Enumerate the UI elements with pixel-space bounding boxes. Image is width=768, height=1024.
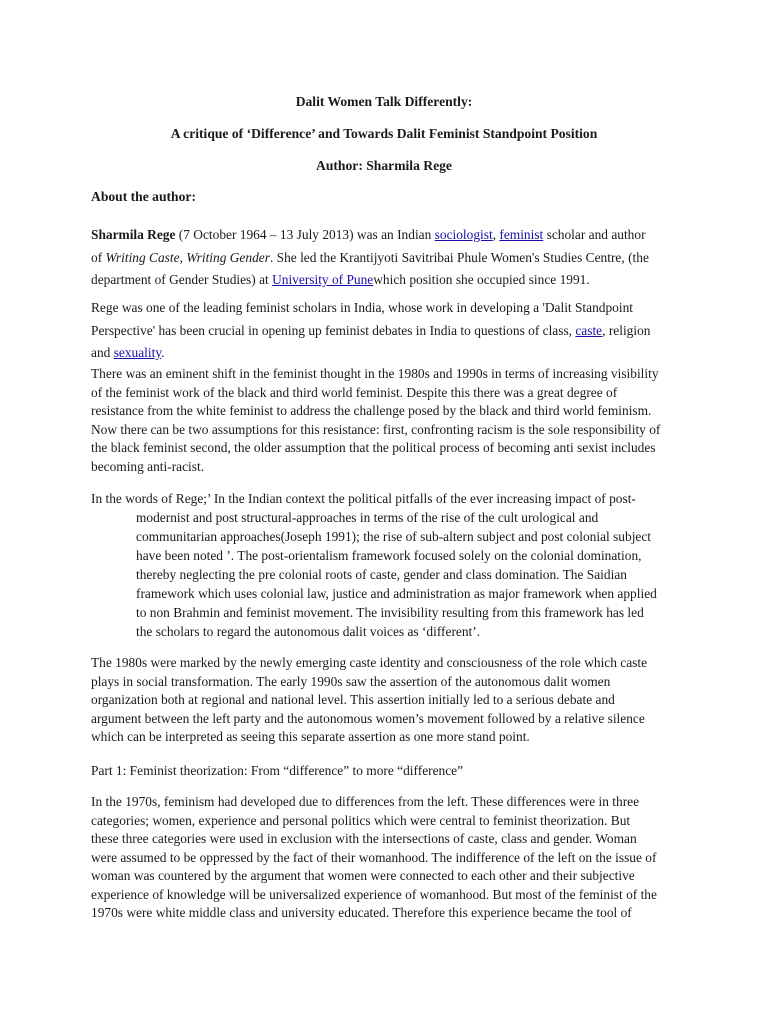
- text-line: organization both at regional and national level. This assertion initially led to a serious debate and: [91, 692, 615, 707]
- rege-line-1: Rege was one of the leading feminist scholars in India, whose work in developing a 'Dalit Standpoint: [91, 300, 634, 315]
- bio-line-3: [91, 269, 686, 292]
- quote-line: thereby neglecting the pre colonial roots of caste, gender and class domination. The Saidian: [136, 567, 627, 582]
- text-line: the black feminist second, the older assumption that the political process of becoming anti sexist includes: [91, 440, 656, 455]
- quote-line: the scholars to regard the autonomous dalit voices as ‘different’.: [136, 624, 481, 639]
- author-line: Author: Sharmila Rege: [316, 158, 452, 173]
- quote-line: framework which uses colonial law, justice and administration as major framework when applied: [136, 586, 657, 601]
- text-line: categories; women, experience and personal politics which were central to feminist theorization. But: [91, 812, 631, 828]
- book-title: Writing Caste, Writing Gender: [105, 249, 270, 265]
- quote-line: communitarian approaches(Joseph 1991); the rise of sub-altern subject and post colonial subject: [136, 529, 652, 544]
- eighties-paragraph: [91, 654, 686, 747]
- text-line: these three categories were used in exclusion with the intersections of caste, class and gender. Woman: [91, 831, 637, 846]
- bio-dates: (7 October 1964 – 13 July 2013) was an Indian: [175, 227, 435, 242]
- bio-line-2: [91, 247, 686, 270]
- university-link[interactable]: University of Pune: [272, 272, 374, 287]
- rege-text: .: [161, 345, 165, 360]
- text-line: plays in social transformation. The early 1990s saw the assertion of the autonomous dalit women: [91, 673, 611, 689]
- text-line: becoming anti-racist.: [91, 458, 205, 474]
- seventies-paragraph: [91, 793, 686, 923]
- text-line: were assumed to be oppressed by the fact of their womanhood. The indifference of the left on the issue of: [91, 849, 657, 865]
- about-heading: About the author:: [91, 189, 196, 204]
- rege-line-3: [91, 342, 686, 365]
- bio-paragraph: [91, 224, 686, 292]
- rege-text: , religion: [602, 322, 651, 338]
- quote-first-line: In the words of Rege;’ In the Indian context the political pitfalls of the ever increasing impact of post-: [91, 491, 636, 506]
- shift-paragraph: [91, 365, 686, 476]
- feminist-link[interactable]: feminist: [499, 227, 544, 242]
- rege-line-2: [91, 320, 686, 343]
- text-line: experience of knowledge will be universalized experience of womanhood. But most of the feminist of the: [91, 886, 657, 902]
- bio-text: which position she occupied since 1991.: [373, 272, 590, 287]
- sexuality-link[interactable]: sexuality: [113, 345, 162, 360]
- bio-line-1: [91, 224, 686, 247]
- document-title: Dalit Women Talk Differently:: [295, 94, 473, 109]
- text-line: argument between the left party and the autonomous women’s movement followed by a relative silence: [91, 710, 645, 726]
- text-line: There was an eminent shift in the feminist thought in the 1980s and 1990s in terms of increasing visibility: [91, 366, 659, 381]
- bio-text: of: [91, 249, 106, 265]
- part1-heading: Part 1: Feminist theorization: From “difference” to more “difference”: [91, 763, 464, 778]
- rege-text: Perspective' has been crucial in opening up feminist debates in India to questions of class,: [91, 322, 576, 338]
- text-line: woman was countered by the argument that women were connected to each other and their subjective: [91, 868, 635, 883]
- quote-block: [136, 508, 657, 641]
- quote-line: to non Brahmin and feminist movement. The invisibility resulting from this framework has led: [136, 605, 644, 620]
- bio-comma: ,: [492, 227, 500, 242]
- sociologist-link[interactable]: sociologist: [434, 227, 493, 242]
- bio-text: scholar and author: [543, 227, 646, 242]
- caste-link[interactable]: caste: [575, 322, 603, 338]
- text-line: Now there can be two assumptions for this resistance: first, confronting racism is the sole responsibility of: [91, 421, 661, 437]
- document-subtitle: A critique of ‘Difference’ and Towards Dalit Feminist Standpoint Position: [170, 126, 598, 141]
- quote-line: have been noted ’. The post-orientalism framework focused solely on the colonial domination,: [136, 548, 642, 563]
- author-name: Sharmila Rege: [91, 227, 176, 242]
- rege-text: and: [91, 345, 114, 360]
- text-line: of the feminist work of the black and third world feminist. Despite this there was a great degree of: [91, 384, 618, 400]
- text-line: The 1980s were marked by the newly emerging caste identity and consciousness of the role which caste: [91, 655, 648, 670]
- quote-line: modernist and post structural-approaches in terms of the rise of the cult urological and: [136, 510, 599, 525]
- text-line: In the 1970s, feminism had developed due to differences from the left. These differences were in three: [91, 794, 640, 809]
- rege-paragraph: [91, 297, 686, 365]
- text-line: which can be interpreted as seeing this separate assertion as one more stand point.: [91, 729, 530, 744]
- bio-text: . She led the Krantijyoti Savitribai Phule Women's Studies Centre, (the: [269, 249, 649, 265]
- text-line: resistance from the white feminist to address the challenge posed by the black and third world feminism.: [91, 403, 652, 418]
- text-line: 1970s were white middle class and university educated. Therefore this experience became the tool of: [91, 905, 632, 920]
- bio-text: department of Gender Studies) at: [91, 272, 273, 287]
